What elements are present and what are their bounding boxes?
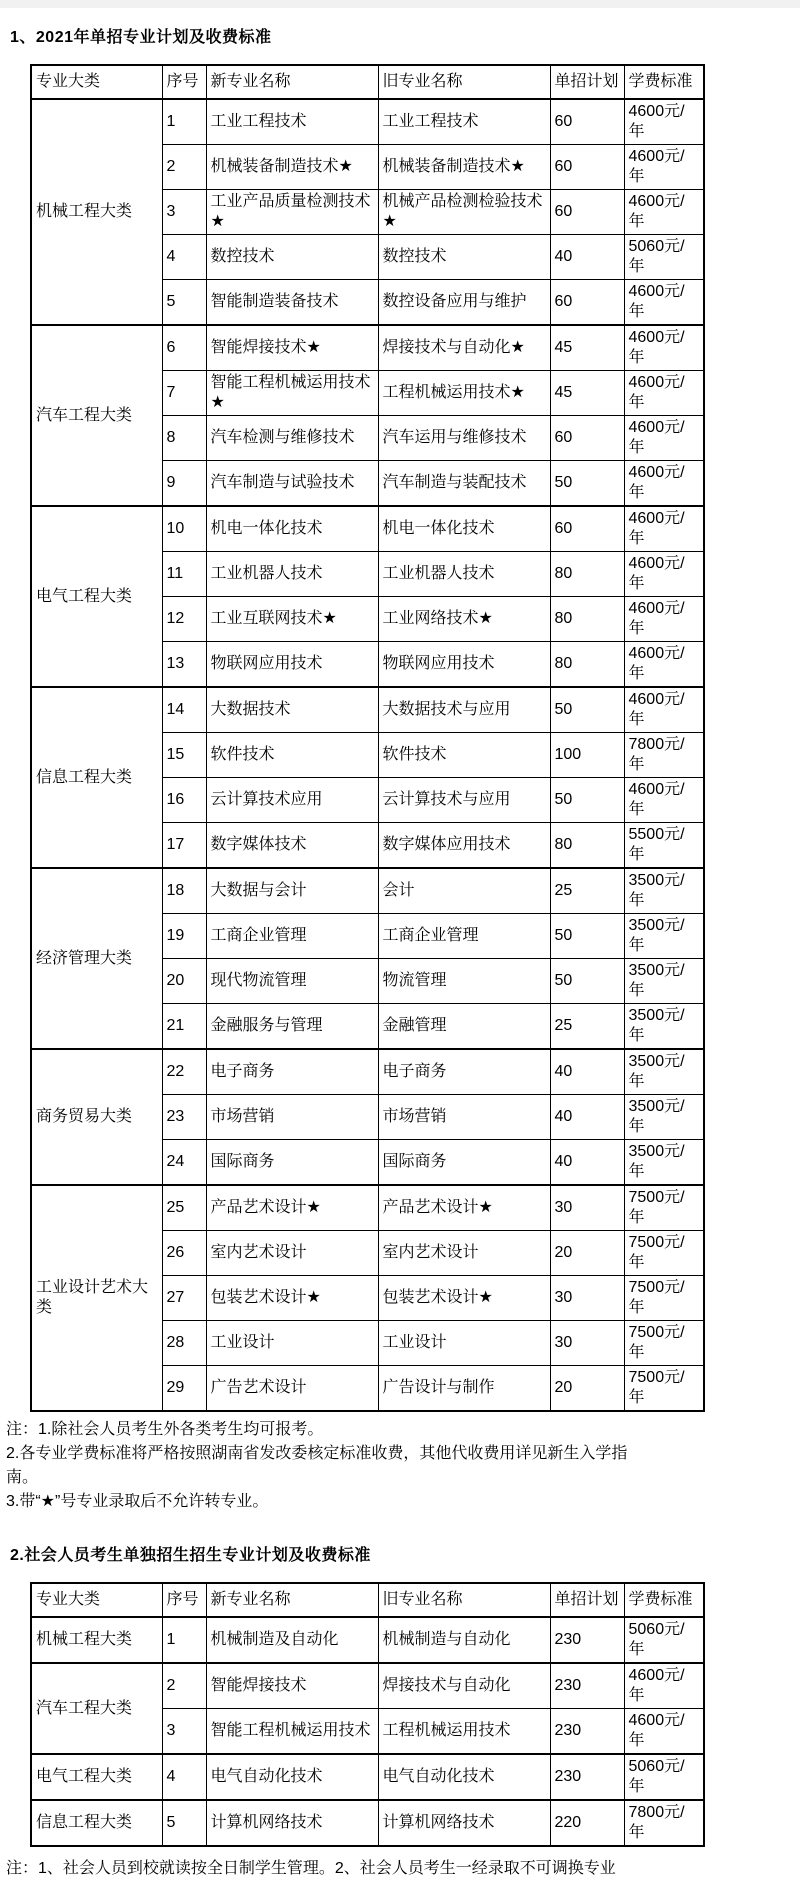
old-major-cell: 汽车制造与装配技术 xyxy=(378,461,550,507)
row-number-cell: 18 xyxy=(162,868,206,914)
new-major-cell: 工业设计 xyxy=(206,1321,378,1366)
category-cell: 汽车工程大类 xyxy=(31,325,162,506)
row-number-cell: 4 xyxy=(162,235,206,280)
plan-cell: 50 xyxy=(550,778,624,823)
fee-cell: 5500元/年 xyxy=(624,823,704,869)
fee-cell: 7800元/年 xyxy=(624,733,704,778)
new-major-cell: 大数据与会计 xyxy=(206,868,378,914)
old-major-cell: 产品艺术设计★ xyxy=(378,1185,550,1231)
fee-cell: 4600元/年 xyxy=(624,1663,704,1709)
category-cell: 汽车工程大类 xyxy=(31,1663,162,1754)
old-major-cell: 国际商务 xyxy=(378,1140,550,1186)
old-major-cell: 工程机械运用技术 xyxy=(378,1709,550,1755)
new-major-cell: 工业工程技术 xyxy=(206,99,378,145)
new-major-cell: 机械制造及自动化 xyxy=(206,1617,378,1663)
row-number-cell: 25 xyxy=(162,1185,206,1231)
plan-cell: 30 xyxy=(550,1185,624,1231)
old-major-cell: 汽车运用与维修技术 xyxy=(378,416,550,461)
plan-cell: 30 xyxy=(550,1321,624,1366)
table-row xyxy=(31,687,704,733)
row-number-cell: 27 xyxy=(162,1276,206,1321)
table-header-row xyxy=(31,1583,704,1617)
table-body xyxy=(31,99,704,1411)
new-major-cell: 工商企业管理 xyxy=(206,914,378,959)
category-cell: 电气工程大类 xyxy=(31,506,162,687)
note-line: 3.带“★”号专业录取后不允许转专业。 xyxy=(6,1493,269,1510)
fee-cell: 3500元/年 xyxy=(624,914,704,959)
row-number-cell: 26 xyxy=(162,1231,206,1276)
table-row xyxy=(31,506,704,552)
row-number-cell: 13 xyxy=(162,642,206,688)
fee-cell: 4600元/年 xyxy=(624,325,704,371)
header-major-category: 专业大类 xyxy=(31,65,162,99)
old-major-cell: 工业网络技术★ xyxy=(378,597,550,642)
new-major-cell: 大数据技术 xyxy=(206,687,378,733)
plan-cell: 40 xyxy=(550,1095,624,1140)
plan-cell: 60 xyxy=(550,190,624,235)
row-number-cell: 19 xyxy=(162,914,206,959)
fee-cell: 3500元/年 xyxy=(624,959,704,1004)
row-number-cell: 23 xyxy=(162,1095,206,1140)
table-row xyxy=(31,1800,704,1846)
fee-cell: 5060元/年 xyxy=(624,1754,704,1800)
old-major-cell: 软件技术 xyxy=(378,733,550,778)
new-major-cell: 电子商务 xyxy=(206,1049,378,1095)
plan-cell: 80 xyxy=(550,642,624,688)
row-number-cell: 14 xyxy=(162,687,206,733)
plan-cell: 80 xyxy=(550,597,624,642)
new-major-cell: 包装艺术设计★ xyxy=(206,1276,378,1321)
row-number-cell: 4 xyxy=(162,1754,206,1800)
row-number-cell: 22 xyxy=(162,1049,206,1095)
old-major-cell: 数控技术 xyxy=(378,235,550,280)
old-major-cell: 焊接技术与自动化★ xyxy=(378,325,550,371)
category-cell: 商务贸易大类 xyxy=(31,1049,162,1185)
old-major-cell: 云计算技术与应用 xyxy=(378,778,550,823)
row-number-cell: 9 xyxy=(162,461,206,507)
header-serial-number: 序号 xyxy=(162,65,206,99)
header-old-major-name: 旧专业名称 xyxy=(378,1583,550,1617)
row-number-cell: 6 xyxy=(162,325,206,371)
fee-cell: 7500元/年 xyxy=(624,1366,704,1412)
header-serial-number: 序号 xyxy=(162,1583,206,1617)
old-major-cell: 工业工程技术 xyxy=(378,99,550,145)
row-number-cell: 1 xyxy=(162,1617,206,1663)
plan-cell: 230 xyxy=(550,1663,624,1709)
old-major-cell: 工业设计 xyxy=(378,1321,550,1366)
row-number-cell: 17 xyxy=(162,823,206,869)
header-tuition-standard: 学费标准 xyxy=(624,1583,704,1617)
header-tuition-standard: 学费标准 xyxy=(624,65,704,99)
old-major-cell: 市场营销 xyxy=(378,1095,550,1140)
fee-cell: 4600元/年 xyxy=(624,99,704,145)
plan-cell: 50 xyxy=(550,959,624,1004)
header-enrollment-plan: 单招计划 xyxy=(550,65,624,99)
enrollment-plan-table-2021 xyxy=(30,64,705,1412)
row-number-cell: 20 xyxy=(162,959,206,1004)
table-row xyxy=(31,1663,704,1709)
plan-cell: 40 xyxy=(550,1049,624,1095)
section-social-candidates-plan xyxy=(6,1542,800,1881)
plan-cell: 60 xyxy=(550,145,624,190)
plan-cell: 230 xyxy=(550,1709,624,1755)
new-major-cell: 数字媒体技术 xyxy=(206,823,378,869)
new-major-cell: 机械装备制造技术★ xyxy=(206,145,378,190)
old-major-cell: 数字媒体应用技术 xyxy=(378,823,550,869)
category-cell: 信息工程大类 xyxy=(31,687,162,868)
new-major-cell: 汽车制造与试验技术 xyxy=(206,461,378,507)
fee-cell: 4600元/年 xyxy=(624,461,704,507)
old-major-cell: 工程机械运用技术★ xyxy=(378,371,550,416)
old-major-cell: 室内艺术设计 xyxy=(378,1231,550,1276)
fee-cell: 4600元/年 xyxy=(624,552,704,597)
table-header-row xyxy=(31,65,704,99)
table-row xyxy=(31,325,704,371)
old-major-cell: 物流管理 xyxy=(378,959,550,1004)
row-number-cell: 21 xyxy=(162,1004,206,1050)
plan-cell: 25 xyxy=(550,1004,624,1050)
plan-cell: 230 xyxy=(550,1754,624,1800)
old-major-cell: 广告设计与制作 xyxy=(378,1366,550,1412)
new-major-cell: 智能焊接技术★ xyxy=(206,325,378,371)
new-major-cell: 工业机器人技术 xyxy=(206,552,378,597)
plan-cell: 45 xyxy=(550,325,624,371)
old-major-cell: 会计 xyxy=(378,868,550,914)
plan-cell: 60 xyxy=(550,99,624,145)
plan-cell: 40 xyxy=(550,1140,624,1186)
old-major-cell: 电子商务 xyxy=(378,1049,550,1095)
row-number-cell: 10 xyxy=(162,506,206,552)
category-cell: 电气工程大类 xyxy=(31,1754,162,1800)
plan-cell: 60 xyxy=(550,416,624,461)
new-major-cell: 市场营销 xyxy=(206,1095,378,1140)
old-major-cell: 工业机器人技术 xyxy=(378,552,550,597)
plan-cell: 20 xyxy=(550,1231,624,1276)
category-cell: 机械工程大类 xyxy=(31,1617,162,1663)
plan-cell: 80 xyxy=(550,823,624,869)
fee-cell: 4600元/年 xyxy=(624,190,704,235)
category-cell: 工业设计艺术大类 xyxy=(31,1185,162,1411)
new-major-cell: 机电一体化技术 xyxy=(206,506,378,552)
old-major-cell: 机械装备制造技术★ xyxy=(378,145,550,190)
fee-cell: 3500元/年 xyxy=(624,1049,704,1095)
notes-block xyxy=(6,1857,800,1881)
new-major-cell: 数控技术 xyxy=(206,235,378,280)
plan-cell: 80 xyxy=(550,552,624,597)
section-2021-plan xyxy=(6,24,800,1514)
fee-cell: 7500元/年 xyxy=(624,1321,704,1366)
fee-cell: 4600元/年 xyxy=(624,416,704,461)
row-number-cell: 29 xyxy=(162,1366,206,1412)
fee-cell: 3500元/年 xyxy=(624,868,704,914)
new-major-cell: 现代物流管理 xyxy=(206,959,378,1004)
plan-cell: 30 xyxy=(550,1276,624,1321)
new-major-cell: 国际商务 xyxy=(206,1140,378,1186)
note-line: 注：1.除社会人员考生外各类考生均可报考。 xyxy=(6,1421,324,1438)
old-major-cell: 大数据技术与应用 xyxy=(378,687,550,733)
new-major-cell: 智能制造装备技术 xyxy=(206,280,378,326)
plan-cell: 50 xyxy=(550,461,624,507)
row-number-cell: 15 xyxy=(162,733,206,778)
category-cell: 信息工程大类 xyxy=(31,1800,162,1846)
plan-cell: 220 xyxy=(550,1800,624,1846)
row-number-cell: 2 xyxy=(162,1663,206,1709)
plan-cell: 100 xyxy=(550,733,624,778)
row-number-cell: 3 xyxy=(162,190,206,235)
new-major-cell: 智能工程机械运用技术 xyxy=(206,1709,378,1755)
row-number-cell: 2 xyxy=(162,145,206,190)
new-major-cell: 物联网应用技术 xyxy=(206,642,378,688)
new-major-cell: 云计算技术应用 xyxy=(206,778,378,823)
old-major-cell: 电气自动化技术 xyxy=(378,1754,550,1800)
fee-cell: 4600元/年 xyxy=(624,506,704,552)
plan-cell: 25 xyxy=(550,868,624,914)
fee-cell: 4600元/年 xyxy=(624,778,704,823)
row-number-cell: 3 xyxy=(162,1709,206,1755)
new-major-cell: 计算机网络技术 xyxy=(206,1800,378,1846)
new-major-cell: 金融服务与管理 xyxy=(206,1004,378,1050)
new-major-cell: 工业互联网技术★ xyxy=(206,597,378,642)
new-major-cell: 工业产品质量检测技术★ xyxy=(206,190,378,235)
old-major-cell: 工商企业管理 xyxy=(378,914,550,959)
plan-cell: 60 xyxy=(550,280,624,326)
row-number-cell: 24 xyxy=(162,1140,206,1186)
enrollment-plan-table-social xyxy=(30,1582,705,1847)
old-major-cell: 金融管理 xyxy=(378,1004,550,1050)
new-major-cell: 电气自动化技术 xyxy=(206,1754,378,1800)
table-body xyxy=(31,1617,704,1846)
fee-cell: 7500元/年 xyxy=(624,1185,704,1231)
section-title: 2.社会人员考生单独招生招生专业计划及收费标准 xyxy=(10,1547,371,1564)
note-line: 注：1、社会人员到校就读按全日制学生管理。2、社会人员考生一经录取不可调换专业 xyxy=(6,1860,616,1877)
fee-cell: 4600元/年 xyxy=(624,280,704,326)
row-number-cell: 16 xyxy=(162,778,206,823)
header-major-category: 专业大类 xyxy=(31,1583,162,1617)
plan-cell: 50 xyxy=(550,914,624,959)
old-major-cell: 机电一体化技术 xyxy=(378,506,550,552)
fee-cell: 4600元/年 xyxy=(624,597,704,642)
fee-cell: 3500元/年 xyxy=(624,1140,704,1186)
fee-cell: 7500元/年 xyxy=(624,1231,704,1276)
new-major-cell: 室内艺术设计 xyxy=(206,1231,378,1276)
old-major-cell: 机械制造与自动化 xyxy=(378,1617,550,1663)
fee-cell: 4600元/年 xyxy=(624,371,704,416)
row-number-cell: 5 xyxy=(162,1800,206,1846)
fee-cell: 3500元/年 xyxy=(624,1004,704,1050)
plan-cell: 230 xyxy=(550,1617,624,1663)
row-number-cell: 7 xyxy=(162,371,206,416)
old-major-cell: 焊接技术与自动化 xyxy=(378,1663,550,1709)
fee-cell: 4600元/年 xyxy=(624,642,704,688)
row-number-cell: 12 xyxy=(162,597,206,642)
note-line: 2.各专业学费标准将严格按照湖南省发改委核定标准收费，其他代收费用详见新生入学指南。 xyxy=(6,1445,628,1486)
plan-cell: 60 xyxy=(550,506,624,552)
new-major-cell: 软件技术 xyxy=(206,733,378,778)
new-major-cell: 智能工程机械运用技术★ xyxy=(206,371,378,416)
header-new-major-name: 新专业名称 xyxy=(206,65,378,99)
new-major-cell: 产品艺术设计★ xyxy=(206,1185,378,1231)
fee-cell: 4600元/年 xyxy=(624,145,704,190)
old-major-cell: 机械产品检测检验技术★ xyxy=(378,190,550,235)
fee-cell: 5060元/年 xyxy=(624,1617,704,1663)
old-major-cell: 计算机网络技术 xyxy=(378,1800,550,1846)
notes-block xyxy=(6,1418,636,1514)
plan-cell: 45 xyxy=(550,371,624,416)
new-major-cell: 汽车检测与维修技术 xyxy=(206,416,378,461)
plan-cell: 20 xyxy=(550,1366,624,1412)
old-major-cell: 包装艺术设计★ xyxy=(378,1276,550,1321)
row-number-cell: 8 xyxy=(162,416,206,461)
row-number-cell: 1 xyxy=(162,99,206,145)
plan-cell: 40 xyxy=(550,235,624,280)
plan-cell: 50 xyxy=(550,687,624,733)
document-body xyxy=(0,8,800,1901)
fee-cell: 7800元/年 xyxy=(624,1800,704,1846)
header-new-major-name: 新专业名称 xyxy=(206,1583,378,1617)
fee-cell: 3500元/年 xyxy=(624,1095,704,1140)
section-title: 1、2021年单招专业计划及收费标准 xyxy=(10,29,272,46)
new-major-cell: 广告艺术设计 xyxy=(206,1366,378,1412)
fee-cell: 4600元/年 xyxy=(624,687,704,733)
header-old-major-name: 旧专业名称 xyxy=(378,65,550,99)
table-row xyxy=(31,99,704,145)
old-major-cell: 数控设备应用与维护 xyxy=(378,280,550,326)
page-top-strip xyxy=(0,0,800,8)
fee-cell: 7500元/年 xyxy=(624,1276,704,1321)
new-major-cell: 智能焊接技术 xyxy=(206,1663,378,1709)
table-row xyxy=(31,1754,704,1800)
row-number-cell: 28 xyxy=(162,1321,206,1366)
fee-cell: 4600元/年 xyxy=(624,1709,704,1755)
fee-cell: 5060元/年 xyxy=(624,235,704,280)
header-enrollment-plan: 单招计划 xyxy=(550,1583,624,1617)
old-major-cell: 物联网应用技术 xyxy=(378,642,550,688)
row-number-cell: 11 xyxy=(162,552,206,597)
category-cell: 机械工程大类 xyxy=(31,99,162,325)
table-row xyxy=(31,1617,704,1663)
table-row xyxy=(31,1049,704,1095)
table-row xyxy=(31,868,704,914)
table-row xyxy=(31,1185,704,1231)
category-cell: 经济管理大类 xyxy=(31,868,162,1049)
row-number-cell: 5 xyxy=(162,280,206,326)
